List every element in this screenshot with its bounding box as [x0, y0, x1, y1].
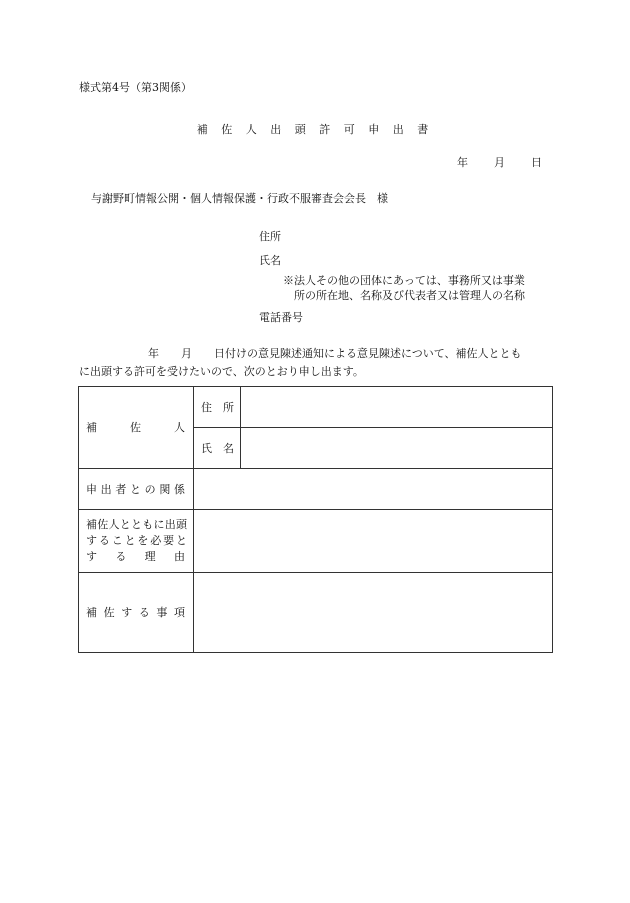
table-row [79, 573, 553, 653]
date-line [457, 157, 542, 168]
assistant-label: 補 佐 人 [79, 387, 194, 469]
relation-label: 申出者との関係 [79, 469, 194, 510]
table-row [79, 510, 553, 573]
assistant-name-field[interactable] [241, 428, 553, 469]
matters-label: 補佐する事項 [79, 573, 194, 653]
date-day: 日 [531, 156, 542, 169]
matters-field[interactable] [194, 573, 553, 653]
reason-label-line1: 補佐人とともに出頭 [86, 518, 187, 532]
assistant-name-label: 氏 名 [194, 428, 241, 469]
applicant-note-line2: 所の所在地、名称及び代表者又は管理人の名称 [294, 289, 525, 302]
date-year: 年 [457, 156, 468, 169]
table-row [79, 387, 553, 428]
applicant-address-label: 住所 [259, 230, 281, 243]
body-text-line1: 年 月 日付けの意見陳述通知による意見陳述について、補佐人ととも [148, 347, 522, 360]
applicant-name-label: 氏名 [259, 254, 281, 267]
body-text-line2: に出頭する許可を受けたいので、次のとおり申し出ます。 [79, 365, 364, 378]
reason-label [79, 510, 194, 573]
date-month: 月 [494, 156, 505, 169]
reason-field[interactable] [194, 510, 553, 573]
document-title: 補 佐 人 出 頭 許 可 申 出 書 [196, 123, 434, 136]
table-row [79, 469, 553, 510]
form-number: 様式第4号（第3関係） [79, 81, 192, 94]
application-table [78, 386, 553, 653]
relation-field[interactable] [194, 469, 553, 510]
reason-label-line2: することを必要と [86, 534, 187, 548]
applicant-phone-label: 電話番号 [259, 311, 303, 324]
reason-label-line3: す る 理 由 [86, 549, 185, 563]
addressee: 与謝野町情報公開・個人情報保護・行政不服審査会会長 様 [91, 192, 388, 205]
assistant-address-label: 住 所 [194, 387, 241, 428]
applicant-note-line1: ※法人その他の団体にあっては、事務所又は事業 [283, 274, 525, 287]
assistant-address-field[interactable] [241, 387, 553, 428]
